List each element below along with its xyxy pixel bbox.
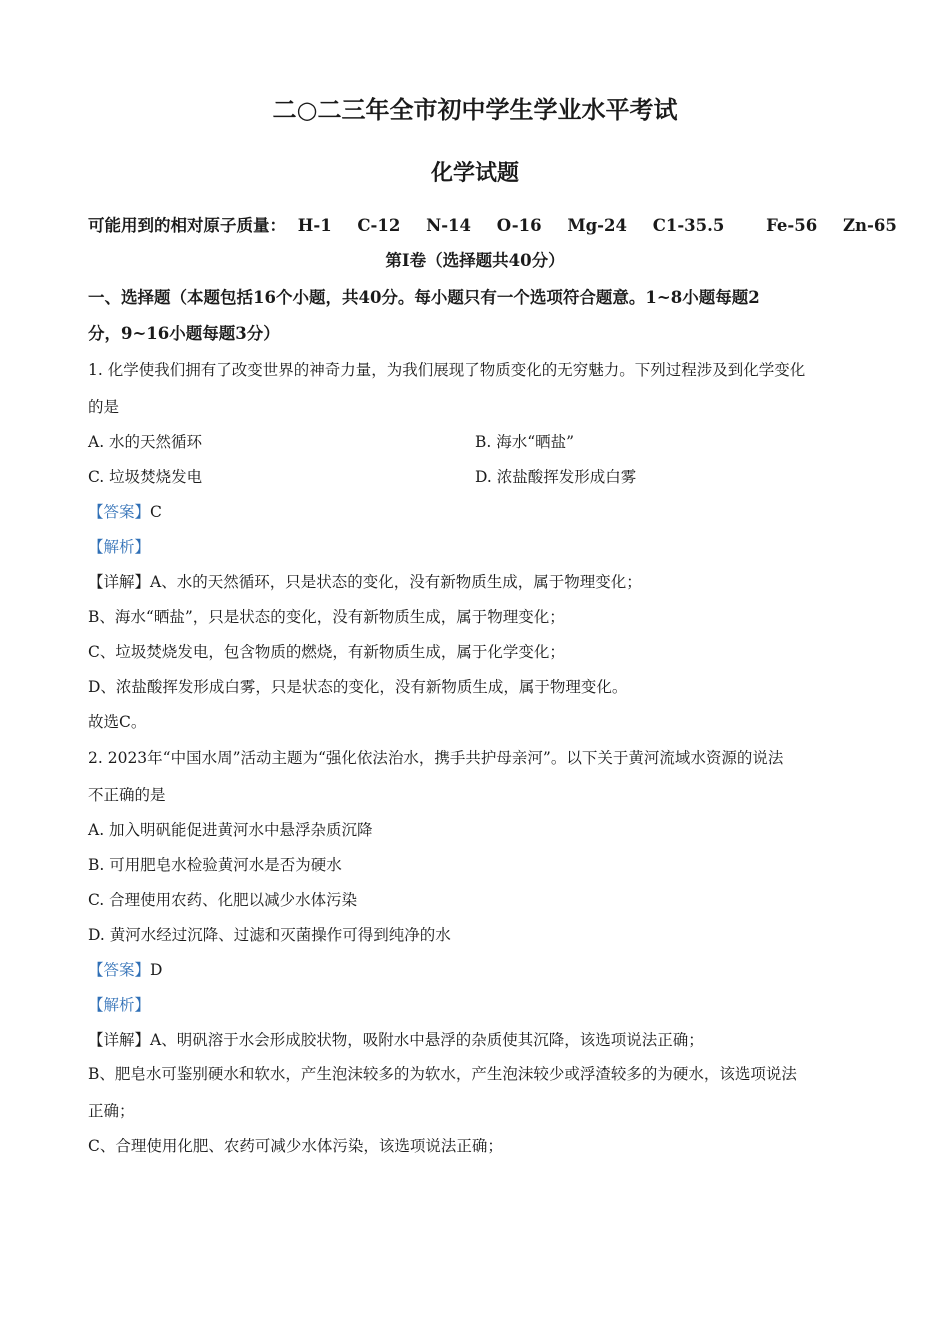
atomic-mass-c: C-12 (357, 216, 401, 235)
q2-detail-b-cont: 正确； (88, 1102, 135, 1120)
exam-title: 二○二三年全市初中学生学业水平考试 (272, 95, 678, 124)
q2-option-c: C. 合理使用农药、化肥以减少水体污染 (88, 891, 358, 909)
q2-analysis-tag: 【解析】 (88, 996, 151, 1014)
q1-analysis-tag: 【解析】 (88, 538, 151, 556)
atomic-mass-cl: C1-35.5 (652, 216, 725, 235)
q1-stem-cont: 的是 (88, 398, 120, 416)
exam-subtitle: 化学试题 (430, 160, 519, 186)
q1-option-a: A. 水的天然循环 (88, 433, 203, 451)
atomic-mass-label: 可能用到的相对原子质量： (88, 216, 286, 235)
atomic-mass-zn: Zn-65 (842, 216, 897, 235)
atomic-mass-h: H-1 (297, 216, 332, 235)
q2-option-a: A. 加入明矾能促进黄河水中悬浮杂质沉降 (88, 821, 373, 839)
q2-option-b: B. 可用肥皂水检验黄河水是否为硬水 (88, 856, 342, 874)
atomic-mass-o: O-16 (496, 216, 542, 235)
q1-conclusion: 故选C。 (88, 713, 147, 731)
q2-answer-tag: 【答案】 (88, 961, 151, 979)
section-heading-cont: 分，9~16小题每题3分） (88, 324, 280, 343)
q1-detail-b: B、海水“晒盐”，只是状态的变化，没有新物质生成，属于物理变化； (88, 608, 565, 626)
volume-heading: 第I卷（选择题共40分） (385, 251, 565, 270)
q1-detail-c: C、垃圾焚烧发电，包含物质的燃烧，有新物质生成，属于化学变化； (88, 643, 565, 661)
q1-option-d: D. 浓盐酸挥发形成白雾 (475, 468, 637, 486)
q1-answer-value: C (150, 503, 162, 521)
q1-stem: 1. 化学使我们拥有了改变世界的神奇力量，为我们展现了物质变化的无穷魅力。下列过程涉及到化学变化 (88, 361, 806, 379)
q2-answer (88, 958, 162, 980)
q1-detail-a: 【详解】A、水的天然循环，只是状态的变化，没有新物质生成，属于物理变化； (88, 573, 642, 591)
q1-answer-tag: 【答案】 (88, 503, 151, 521)
atomic-mass-n: N-14 (426, 216, 472, 235)
q2-stem: 2. 2023年“中国水周”活动主题为“强化依法治水，携手共护母亲河”。以下关于黄河流域水资源的说法 (88, 749, 784, 767)
q2-detail-b: B、肥皂水可鉴别硬水和软水，产生泡沫较多的为软水，产生泡沫较少或浮渣较多的为硬水，该选项说法 (88, 1065, 797, 1083)
section-heading: 一、选择题（本题包括16个小题，共40分。每小题只有一个选项符合题意。1~8小题每题2 (88, 288, 760, 307)
q2-answer-value: D (150, 961, 163, 979)
atomic-mass-fe: Fe-56 (766, 216, 818, 235)
atomic-mass-line (88, 212, 917, 236)
atomic-mass-mg: Mg-24 (567, 216, 627, 235)
q2-option-d: D. 黄河水经过沉降、过滤和灭菌操作可得到纯净的水 (88, 926, 451, 944)
q1-option-c: C. 垃圾焚烧发电 (88, 468, 203, 486)
q1-answer (88, 500, 162, 522)
q2-detail-c: C、合理使用化肥、农药可减少水体污染，该选项说法正确； (88, 1137, 503, 1155)
q2-stem-cont: 不正确的是 (88, 786, 166, 804)
q2-detail-a: 【详解】A、明矾溶于水会形成胶状物，吸附水中悬浮的杂质使其沉降，该选项说法正确； (88, 1031, 704, 1049)
q1-option-b: B. 海水“晒盐” (475, 433, 575, 451)
q1-detail-d: D、浓盐酸挥发形成白雾，只是状态的变化，没有新物质生成，属于物理变化。 (88, 678, 628, 696)
